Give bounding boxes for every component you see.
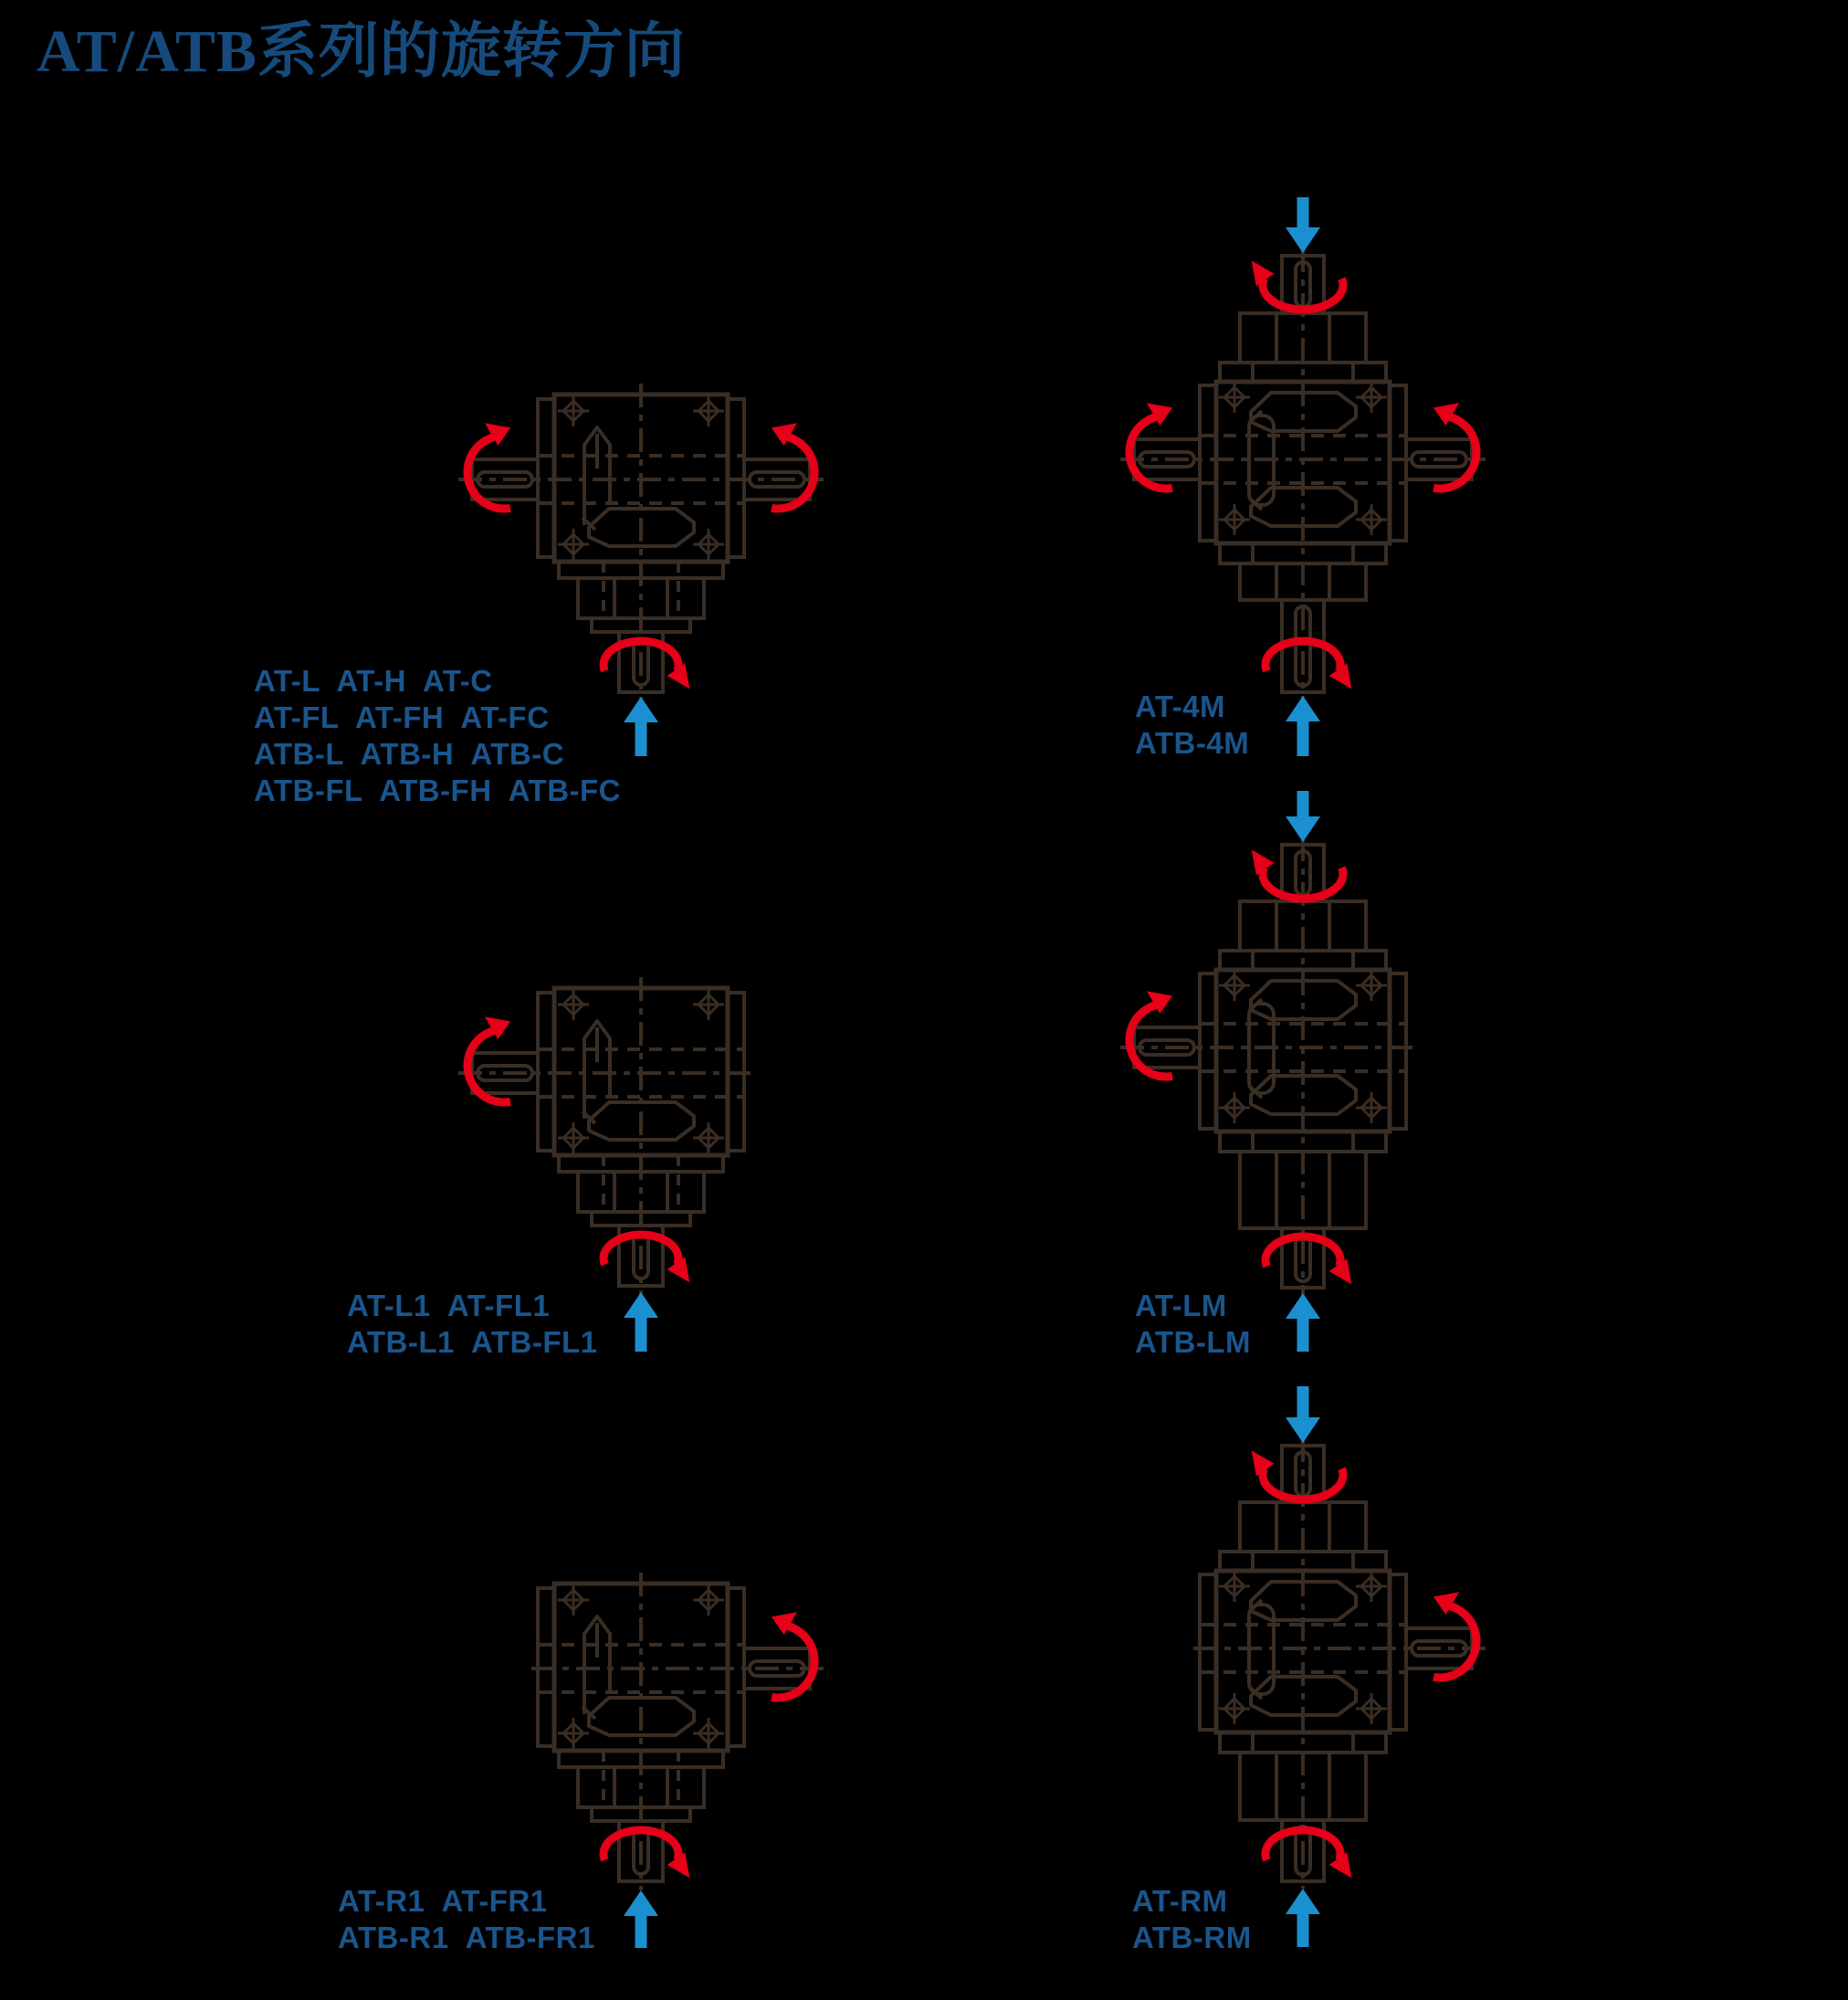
gearbox-rm: [1193, 1438, 1486, 1889]
model-label-line: ATB-R1 ATB-FR1: [338, 1921, 595, 1954]
model-label-line: AT-LM: [1135, 1289, 1227, 1322]
input-arrows-l1: [624, 1292, 658, 1352]
gearbox-l1: [458, 977, 751, 1295]
model-label-line: AT-L AT-H AT-C: [254, 664, 493, 698]
input-arrow-up: [1286, 1889, 1320, 1947]
side-flange: [1390, 1574, 1406, 1730]
model-labels-l1: [347, 1288, 598, 1361]
gearbox-lhc: [458, 384, 824, 701]
input-arrows-r1: [624, 1890, 658, 1948]
side-flange: [1200, 385, 1216, 541]
model-labels-r1: [338, 1883, 595, 1956]
input-arrow-down: [1286, 197, 1320, 253]
model-label-line: AT-4M: [1135, 689, 1226, 723]
gearbox-4m: [1120, 248, 1486, 700]
model-labels-lm: [1135, 1288, 1251, 1361]
input-arrow-down: [1286, 1386, 1320, 1443]
model-label-line: AT-R1 AT-FR1: [338, 1884, 548, 1918]
input-arrows-lhc: [624, 697, 658, 756]
model-labels-lhc: [254, 663, 621, 809]
side-flange: [1390, 385, 1406, 541]
side-flange: [1200, 1574, 1216, 1730]
gearbox-r1: [531, 1573, 824, 1890]
page-title: AT/ATB系列的旋转方向: [37, 18, 686, 85]
input-arrow-up: [624, 697, 658, 756]
model-label-line: ATB-L1 ATB-FL1: [347, 1325, 598, 1359]
model-label-line: AT-FL AT-FH AT-FC: [254, 700, 550, 734]
input-arrow-down: [1286, 791, 1320, 842]
gearbox-lm: [1120, 837, 1412, 1295]
input-arrow-up: [1286, 1293, 1320, 1352]
model-label-line: AT-L1 AT-FL1: [347, 1289, 551, 1322]
model-label-line: AT-RM: [1132, 1884, 1228, 1918]
side-flange: [1390, 974, 1406, 1129]
model-labels-rm: [1132, 1883, 1252, 1956]
model-label-line: ATB-L ATB-H ATB-C: [254, 737, 565, 771]
model-label-line: ATB-FL ATB-FH ATB-FC: [254, 774, 622, 807]
input-arrow-up: [624, 1292, 658, 1352]
model-label-line: ATB-4M: [1135, 726, 1250, 760]
side-flange: [1200, 974, 1216, 1129]
model-label-line: ATB-LM: [1135, 1325, 1252, 1359]
input-arrow-up: [624, 1890, 658, 1948]
model-labels-4m: [1135, 689, 1249, 762]
model-label-line: ATB-RM: [1132, 1921, 1252, 1954]
input-arrow-up: [1286, 696, 1320, 756]
